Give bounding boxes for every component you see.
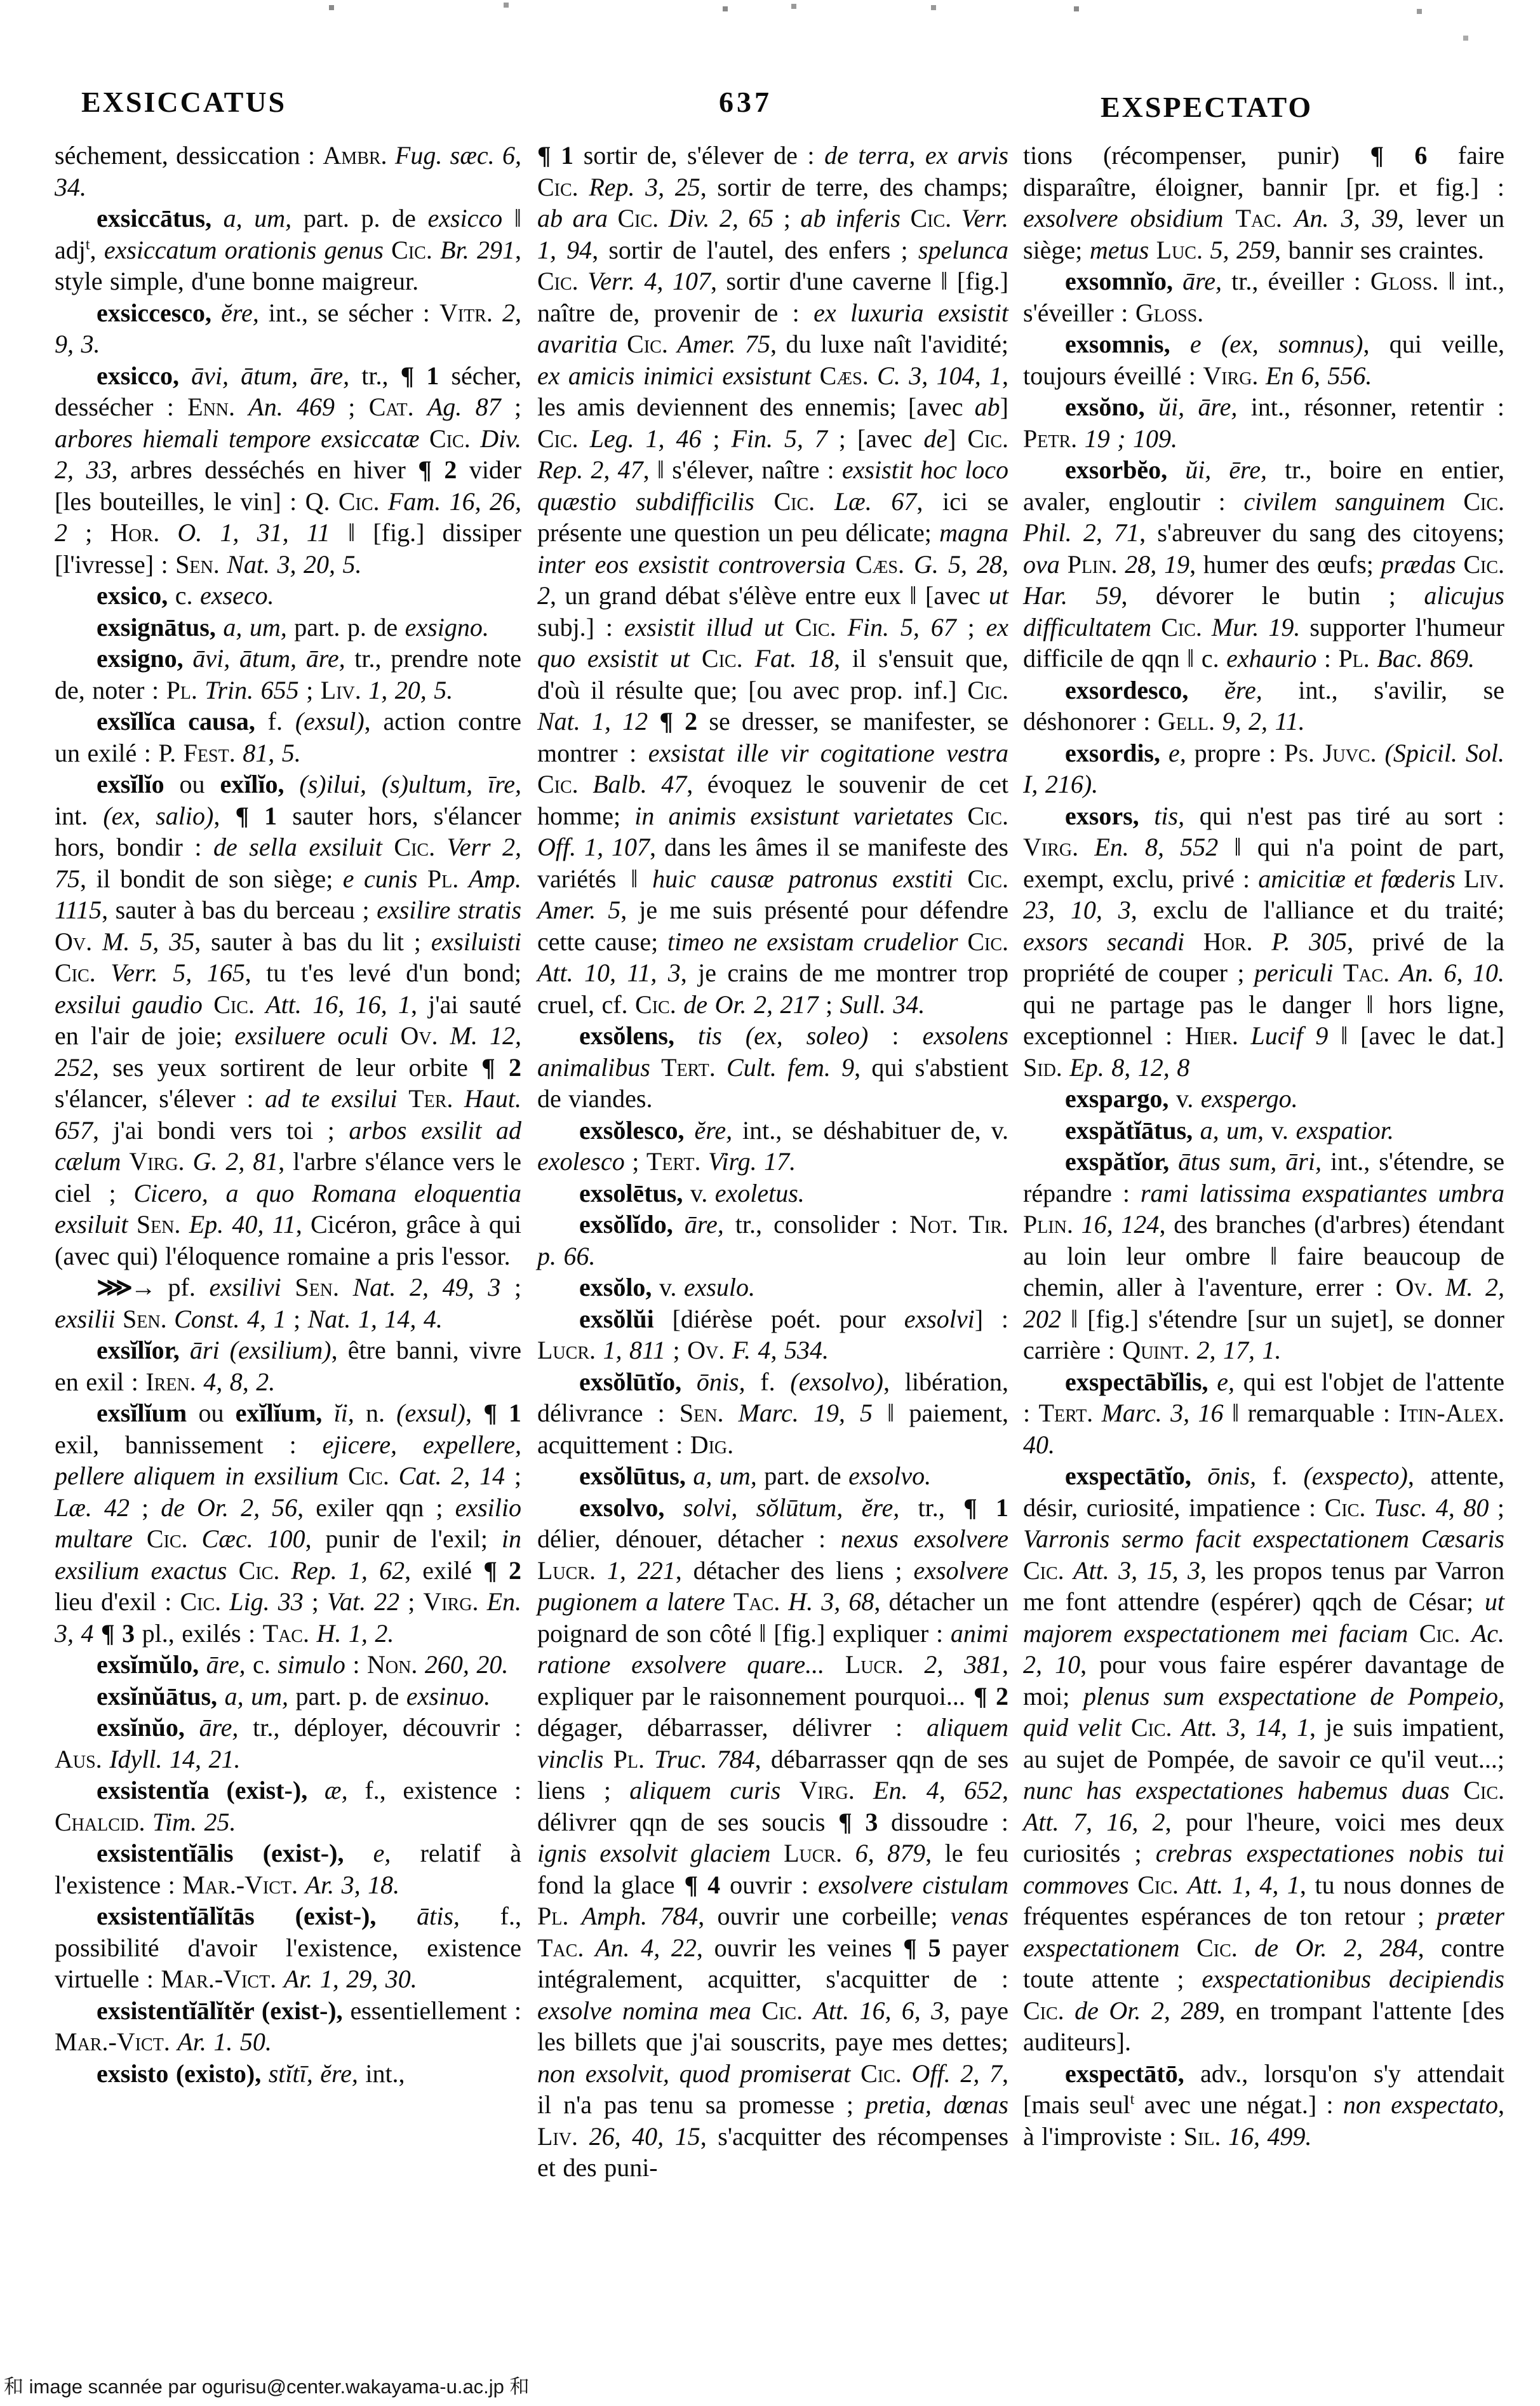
dictionary-entry: exsorbĕo, ŭi, ēre, tr., boire en entier, avaler, engloutir : civilem sanguinem Cic. Phil. 2, 71, s'abreuver du sang des citoyens; ova Plin. 28, 19, humer des œufs; prædas Cic. Har. 59, dévorer le butin ; alicujus difficultatem Cic. Mur. 19. supporter l'humeur difficile de qqn ‖ c. exhaurio : Pl. Bac. 869. xyxy=(1023,455,1505,673)
scan-artifact-dots xyxy=(0,0,3,3)
dictionary-entry: exsŏno, ŭi, āre, int., résonner, retentir : Petr. 19 ; 109. xyxy=(1023,393,1504,453)
dictionary-entry: exsomnis, e (ex, somnus), qui veille, toujours éveillé : Virg. En 6, 556. xyxy=(1023,330,1505,390)
dictionary-entry: exsŏlūtĭo, ōnis, f. (exsolvo), libération, délivrance : Sen. Marc. 19, 5 ‖ paiement, acquittement : Dig. xyxy=(537,1367,1008,1459)
dictionary-entry: exspătĭātus, a, um, v. exspatior. xyxy=(1065,1115,1394,1145)
header-guide-word-right: EXSPECTATO xyxy=(1101,91,1313,123)
dictionary-entry: exsiccātus, a, um, part. p. de exsicco ‖ adj$^t$, exsiccatum orationis genus Cic. Br. 291, style simple, d'une bonne maigreur. xyxy=(55,204,521,295)
dictionary-entry: exsomnĭo, āre, tr., éveiller : Gloss. ‖ int., s'éveiller : Gloss. xyxy=(1023,267,1504,327)
dictionary-entry: exsignātus, a, um, part. p. de exsigno. xyxy=(97,612,489,642)
dictionary-text-block xyxy=(55,140,1504,2184)
page-number: 637 xyxy=(719,86,772,118)
text-column-2 xyxy=(537,140,1008,2184)
running-header xyxy=(0,85,1540,123)
dictionary-entry: exsistentĭālis (exist-), e, relatif à l'existence : Mar.-Vict. Ar. 3, 18. xyxy=(55,1839,522,1899)
dictionary-entry: exsĭlĭca causa, f. (exsul), action contre un exilé : P. Fest. 81, 5. xyxy=(55,707,522,767)
dictionary-entry: exspectābĭlis, e, qui est l'objet de l'attente : Tert. Marc. 3, 16 ‖ remarquable : Itin-Alex. 40. xyxy=(1023,1367,1505,1459)
dictionary-entry: exspectātō, adv., lorsqu'on s'y attendait [mais seul$^t$ avec une négat.] : non exspectato, à l'improviste : Sil. 16, 499. xyxy=(1023,2059,1504,2151)
dictionary-entry: exsĭlĭor, āri (exsilium), être banni, vivre en exil : Iren. 4, 8, 2. xyxy=(55,1336,521,1396)
dictionary-entry: exsolētus, v. exoletus. xyxy=(579,1178,805,1207)
dictionary-entry: exsigno, āvi, ātum, āre, tr., prendre note de, noter : Pl. Trin. 655 ; Liv. 1, 20, 5. xyxy=(55,644,521,704)
text-column-3 xyxy=(1023,140,1504,2184)
dictionary-entry: exsiccesco, ĕre, int., se sécher : Vitr. 2, 9, 3. xyxy=(55,298,522,358)
dictionary-entry: exsĭlĭo ou exĭlĭo, (s)ilui, (s)ultum, īre, int. (ex, salio), ¶ 1 sauter hors, s'élancer hors, bondir : de sella exsiluit Cic. Verr 2, 75, il bondit de son siège; e cunis Pl. Amp. 1115, sauter à bas du berceau ; exsilire stratis Ov. M. 5, 35, sauter à bas du lit ; exsiluisti Cic. Verr. 5, 165, tu t'es levé d'un bond; exsilui gaudio Cic. Att. 16, 16, 1, j'ai sauté en l'air de joie; exsiluere oculi Ov. M. 12, 252, ses yeux sortirent de leur orbite ¶ 2 s'élancer, s'élever : ad te exsilui Ter. Haut. 657, j'ai bondi vers toi ; arbos exsilit ad cælum Virg. G. 2, 81, l'arbre s'élance vers le ciel ; Cicero, a quo Romana eloquentia exsiluit Sen. Ep. 40, 11, Cicéron, grâce à qui (avec qui) l'éloquence romaine a pris l'essor. xyxy=(55,770,522,1270)
dictionary-entry: exsistentĭa (exist-), æ, f., existence : Chalcid. Tim. 25. xyxy=(55,1776,521,1836)
scan-watermark: 和 image scannée par ogurisu@center.wakayama-u.ac.jp 和 xyxy=(4,2376,530,2398)
entry-continuation: ¶ 1 sortir de, s'élever de : de terra, ex arvis Cic. Rep. 3, 25, sortir de terre, des champs; ab ara Cic. Div. 2, 65 ; ab inferis Cic. Verr. 1, 94, sortir de l'autel, des enfers ; spelunca Cic. Verr. 4, 107, sortir d'une caverne ‖ [fig.] naître de, provenir de : ex luxuria exsistit avaritia Cic. Amer. 75, du luxe naît l'avidité; ex amicis inimici exsistunt Cæs. C. 3, 104, 1, les amis deviennent des ennemis; [avec ab] Cic. Leg. 1, 46 ; Fin. 5, 7 ; [avec de] Cic. Rep. 2, 47, ‖ s'élever, naître : exsistit hoc loco quæstio subdifficilis Cic. Læ. 67, ici se présente une question un peu délicate; magna inter eos exsistit controversia Cæs. G. 5, 28, 2, un grand débat s'élève entre eux ‖ [avec ut subj.] : exsistit illud ut Cic. Fin. 5, 67 ; ex quo exsistit ut Cic. Fat. 18, il s'ensuit que, d'où il résulte que; [ou avec prop. inf.] Cic. Nat. 1, 12 ¶ 2 se dresser, se manifester, se montrer : exsistat ille vir cogitatione vestra Cic. Balb. 47, évoquez le souvenir de cet homme; in animis exsistunt varietates Cic. Off. 1, 107, dans les âmes il se manifeste des variétés ‖ huic causæ patronus exstiti Cic. Amer. 5, je me suis présenté pour défendre cette cause; timeo ne exsistam crudelior Cic. Att. 10, 11, 3, je crains de me montrer trop cruel, cf. Cic. de Or. 2, 217 ; Sull. 34. xyxy=(537,141,1009,1019)
header-guide-word-left: EXSICCATUS xyxy=(81,86,287,118)
dictionary-entry: exspargo, v. exspergo. xyxy=(1065,1084,1298,1113)
dictionary-entry: exsistentĭālĭtĕr (exist-), essentiellement : Mar.-Vict. Ar. 1. 50. xyxy=(55,1996,521,2056)
dictionary-entry: exspectātĭo, ōnis, f. (exspecto), attente, désir, curiosité, impatience : Cic. Tusc. 4, 80 ; Varronis sermo facit exspectationem Cæsaris Cic. Att. 3, 15, 3, les propos tenus par Varron me font attendre (espérer) qqch de César; ut majorem exspectationem mei faciam Cic. Ac. 2, 10, pour vous faire espérer davantage de moi; plenus sum exspectatione de Pompeio, quid velit Cic. Att. 3, 14, 1, je suis impatient, au sujet de Pompée, de savoir ce qu'il veut...; nunc has exspectationes habemus duas Cic. Att. 7, 16, 2, pour l'heure, voici mes deux curiosités ; crebras exspectationes nobis tui commoves Cic. Att. 1, 4, 1, tu nous donnes de fréquentes espérances de ton retour ; præter exspectationem Cic. de Or. 2, 284, contre toute attente ; exspectationibus decipiendis Cic. de Or. 2, 289, en trompant l'attente [des auditeurs]. xyxy=(1023,1462,1505,2056)
dictionary-entry: exsicco, āvi, ātum, āre, tr., ¶ 1 sécher, dessécher : Enn. An. 469 ; Cat. Ag. 87 ; arbores hiemali tempore exsiccatæ Cic. Div. 2, 33, arbres desséchés en hiver ¶ 2 vider [les bouteilles, le vin] : Q. Cic. Fam. 16, 26, 2 ; Hor. O. 1, 31, 11 ‖ [fig.] dissiper [l'ivresse] : Sen. Nat. 3, 20, 5. xyxy=(55,361,522,579)
entry-continuation: séchement, dessiccation : Ambr. Fug. sæc. 6, 34. xyxy=(55,141,522,201)
text-column-1 xyxy=(55,140,521,2184)
dictionary-entry: exsolvo, solvi, sŏlūtum, ĕre, tr., ¶ 1 délier, dénouer, détacher : nexus exsolvere Lucr. 1, 221, détacher des liens ; exsolvere pugionem a latere Tac. H. 3, 68, détacher un poignard de son côté ‖ [fig.] expliquer : animi ratione exsolvere quare... Lucr. 2, 381, expliquer par le raisonnement pourquoi... ¶ 2 dégager, débarrasser, délivrer : aliquem vinclis Pl. Truc. 784, débarrasser qqn de ses liens ; aliquem curis Virg. En. 4, 652, délivrer qqn de ses soucis ¶ 3 dissoudre : ignis exsolvit glaciem Lucr. 6, 879, le feu fond la glace ¶ 4 ouvrir : exsolvere cistulam Pl. Amph. 784, ouvrir une corbeille; venas Tac. An. 4, 22, ouvrir les veines ¶ 5 payer intégralement, acquitter, s'acquitter de : exsolve nomina mea Cic. Att. 16, 6, 3, paye les billets que j'ai souscrits, paye mes dettes; non exsolvit, quod promiserat Cic. Off. 2, 7, il n'a pas tenu sa promesse ; pretia, dœnas Liv. 26, 40, 15, s'acquitter des récompenses et des puni- xyxy=(537,1493,1009,2182)
dictionary-entry: ⋙→ pf. exsilivi Sen. Nat. 2, 49, 3 ; exsilii Sen. Const. 4, 1 ; Nat. 1, 14, 4. xyxy=(55,1273,522,1333)
dictionary-entry: exsordis, e, propre : Ps. Juvc. (Spicil. Sol. I, 216). xyxy=(1023,738,1504,798)
dictionary-entry: exsŏlesco, ĕre, int., se déshabituer de, v. exolesco ; Tert. Virg. 17. xyxy=(537,1115,1008,1176)
dictionary-entry: exsŏlĭdo, āre, tr., consolider : Not. Tir. p. 66. xyxy=(537,1210,1008,1270)
dictionary-entry: exsordesco, ĕre, int., s'avilir, se déshonorer : Gell. 9, 2, 11. xyxy=(1023,675,1504,736)
dictionary-entry: exsisto (existo), stĭtī, ĕre, int., xyxy=(97,2059,405,2088)
dictionary-entry: exsĭnŭo, āre, tr., déployer, découvrir : Aus. Idyll. 14, 21. xyxy=(55,1713,521,1773)
dictionary-entry: exsĭmŭlo, āre, c. simulo : Non. 260, 20. xyxy=(97,1650,509,1679)
entry-continuation: tions (récompenser, punir) ¶ 6 faire disparaître, éloigner, bannir [pr. et fig.] : exsolvere obsidium Tac. An. 3, 39, lever un siège; metus Luc. 5, 259, bannir ses craintes. xyxy=(1023,141,1505,264)
dictionary-entry: exsĭnŭātus, a, um, part. p. de exsinuo. xyxy=(97,1681,491,1710)
dictionary-entry: exsŏlŭi [diérèse poét. pour exsolvi] : Lucr. 1, 811 ; Ov. F. 4, 534. xyxy=(537,1304,1008,1364)
dictionary-entry: exsistentĭālĭtās (exist-), ātis, f., possibilité d'avoir l'existence, existence virtuelle : Mar.-Vict. Ar. 1, 29, 30. xyxy=(55,1902,521,1993)
dictionary-entry: exsŏlūtus, a, um, part. de exsolvo. xyxy=(579,1462,932,1490)
dictionary-entry: exsĭlĭum ou exĭlĭum, ĭi, n. (exsul), ¶ 1 exil, bannissement : ejicere, expellere, pellere aliquem in exsilium Cic. Cat. 2, 14 ; Læ. 42 ; de Or. 2, 56, exiler qqn ; exsilio multare Cic. Cæc. 100, punir de l'exil; in exsilium exactus Cic. Rep. 1, 62, exilé ¶ 2 lieu d'exil : Cic. Lig. 33 ; Vat. 22 ; Virg. En. 3, 4 ¶ 3 pl., exilés : Tac. H. 1, 2. xyxy=(55,1399,522,1648)
dictionary-entry: exspătĭor, ātus sum, āri, int., s'étendre, se répandre : rami latissima exspatiantes umbra Plin. 16, 124, des branches (d'arbres) étendant au loin leur ombre ‖ faire beaucoup de chemin, aller à l'aventure, errer : Ov. M. 2, 202 ‖ [fig.] s'étendre [sur un sujet], se donner carrière : Quint. 2, 17, 1. xyxy=(1023,1147,1505,1364)
dictionary-entry: exsors, tis, qui n'est pas tiré au sort : Virg. En. 8, 552 ‖ qui n'a point de part, exempt, exclu, privé : amicitiæ et fœderis Liv. 23, 10, 3, exclu de l'alliance et du traité; exsors secandi Hor. P. 305, privé de la propriété de couper ; periculi Tac. An. 6, 10. qui ne partage pas le danger ‖ hors ligne, exceptionnel : Hier. Lucif 9 ‖ [avec le dat.] Sid. Ep. 8, 12, 8 xyxy=(1023,801,1505,1082)
dictionary-entry: exsŏlo, v. exsulo. xyxy=(579,1273,756,1301)
dictionary-entry: exsico, c. exseco. xyxy=(97,581,274,610)
dictionary-entry: exsŏlens, tis (ex, soleo) : exsolens animalibus Tert. Cult. fem. 9, qui s'abstient de viandes. xyxy=(537,1021,1008,1113)
